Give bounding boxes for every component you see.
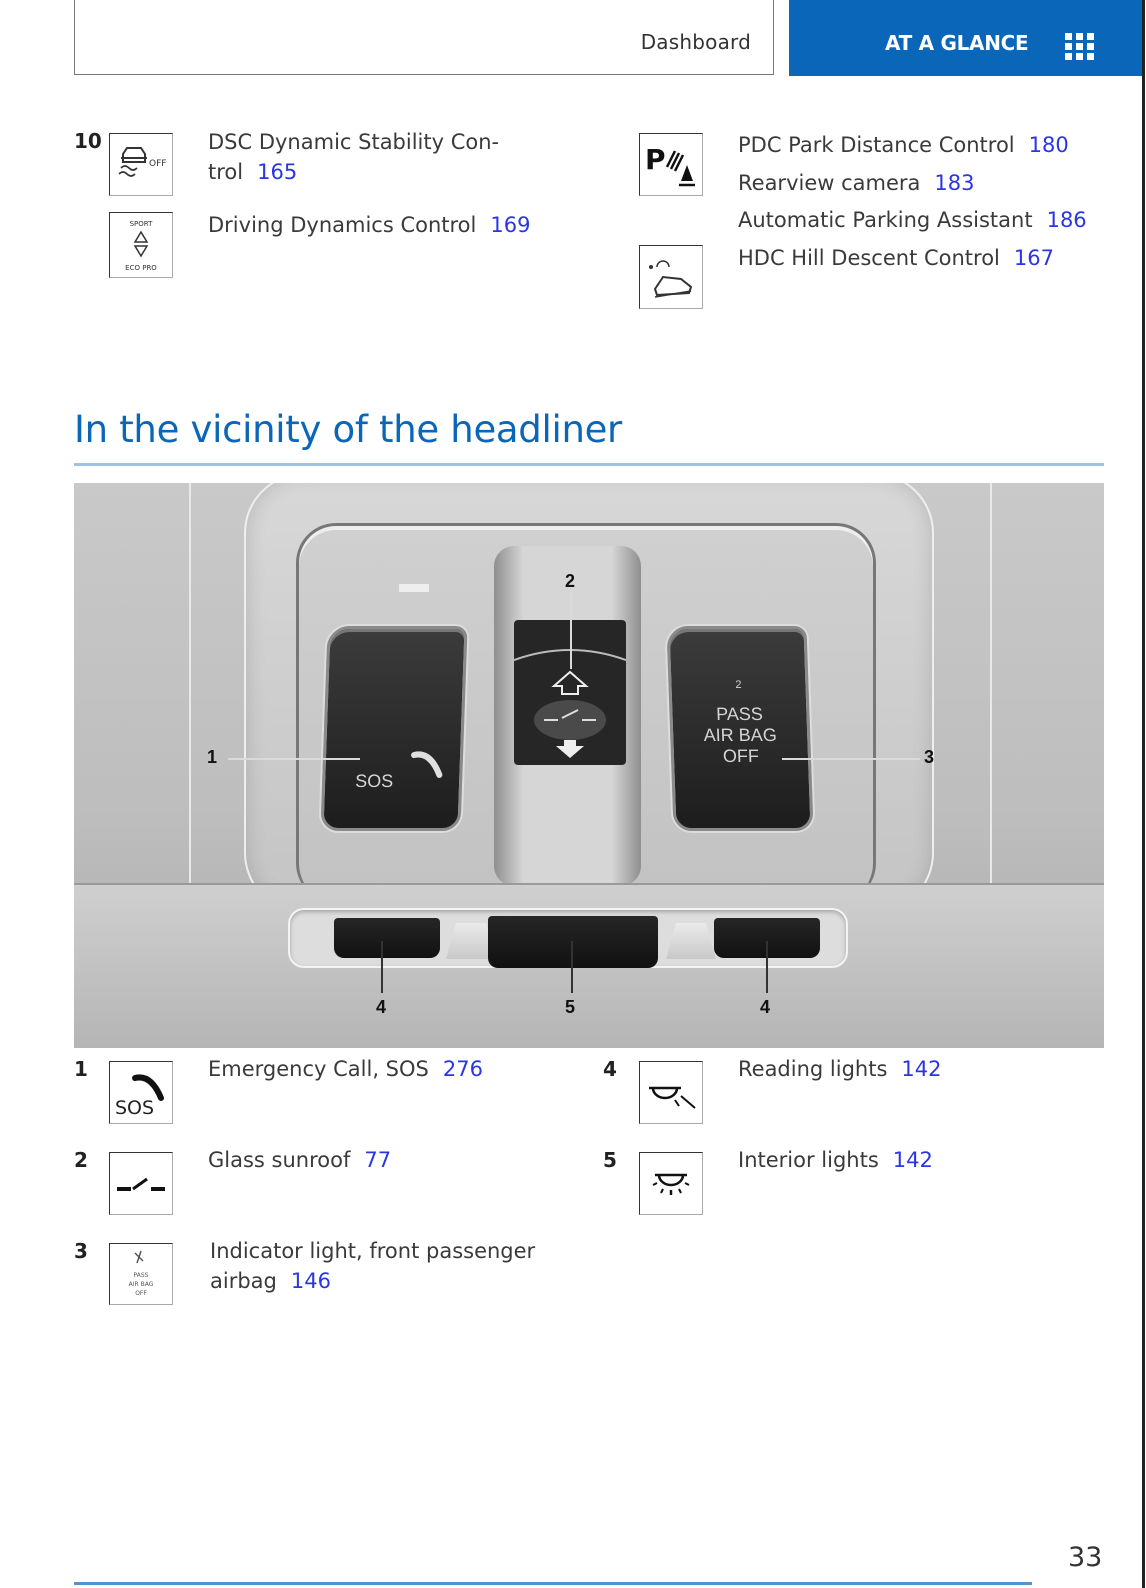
tab-label: AT A GLANCE	[885, 31, 1029, 55]
reading-light-left	[334, 918, 440, 958]
callout-4-left: 4	[376, 997, 387, 1017]
headliner-figure	[74, 483, 1104, 1048]
sos-call-icon	[109, 1061, 173, 1124]
item-number: 1	[74, 1057, 88, 1081]
svg-text:P: P	[645, 142, 666, 176]
parking-entries: PDC Park Distance Control 180 Rearview camera 183 Automatic Parking Assistant 186 HDC Hill Descent Control 167	[738, 133, 1087, 270]
item-number: 4	[603, 1057, 617, 1081]
hdc-hill-descent-icon	[639, 245, 703, 309]
item-number: 2	[74, 1148, 88, 1172]
dsc-off-icon	[109, 133, 173, 196]
page-link[interactable]: 276	[442, 1057, 483, 1081]
legend-entry-1: Emergency Call, SOS 276	[208, 1057, 483, 1081]
callout-5: 5	[565, 997, 576, 1017]
status-led	[399, 584, 429, 592]
item-number: 3	[74, 1239, 88, 1263]
pdc-park-icon	[639, 133, 703, 196]
dsc-entry: DSC Dynamic Stability Con- trol 165	[208, 130, 500, 184]
section-title: In the vicinity of the headliner	[74, 408, 622, 451]
page-link[interactable]: 183	[934, 170, 975, 195]
svg-text:OFF: OFF	[149, 158, 167, 169]
page-link[interactable]: 167	[1013, 245, 1054, 270]
item-number: 10	[74, 129, 102, 153]
at-a-glance-tab[interactable]	[789, 0, 1142, 76]
page-link[interactable]: 180	[1028, 133, 1069, 157]
svg-text:ECO PRO: ECO PRO	[125, 264, 157, 272]
driving-dynamics-icon	[109, 212, 173, 278]
footer-divider	[74, 1582, 1032, 1585]
page-link[interactable]: 142	[901, 1057, 942, 1081]
page-link[interactable]: 165	[257, 160, 298, 184]
callout-1: 1	[207, 747, 218, 767]
page-edge	[1142, 0, 1145, 1588]
svg-text:PASS: PASS	[133, 1272, 149, 1279]
callout-2: 2	[565, 571, 576, 591]
passenger-airbag-icon	[109, 1243, 173, 1305]
page-link[interactable]: 169	[490, 213, 531, 237]
sunroof-icon	[109, 1152, 173, 1215]
page-link[interactable]: 146	[290, 1269, 331, 1293]
svg-text:AIR BAG: AIR BAG	[128, 1281, 154, 1288]
airbag-indicator-panel: 2 PASS AIR BAG OFF	[666, 626, 813, 831]
reading-light-icon	[639, 1061, 703, 1124]
callout-3: 3	[924, 747, 935, 767]
callout-4-right: 4	[760, 997, 771, 1017]
interior-light-switch	[488, 916, 658, 968]
sos-button: SOS	[320, 626, 467, 831]
legend-entry-4: Reading lights 142	[738, 1057, 942, 1081]
page-link[interactable]: 186	[1046, 208, 1087, 232]
section-label: Dashboard	[640, 30, 751, 54]
legend-entry-3: Indicator light, front passenger airbag 146	[210, 1239, 536, 1293]
svg-text:OFF: OFF	[135, 1290, 147, 1297]
svg-text:SOS: SOS	[115, 1096, 155, 1119]
driving-dynamics-entry: Driving Dynamics Control 169	[208, 213, 531, 237]
header-box	[74, 0, 774, 75]
legend-entry-2: Glass sunroof 77	[208, 1148, 392, 1172]
interior-light-icon	[639, 1152, 703, 1215]
svg-text:SPORT: SPORT	[129, 220, 153, 228]
section-divider	[74, 463, 1104, 466]
legend-entry-5: Interior lights 142	[738, 1148, 933, 1172]
item-number: 5	[603, 1148, 617, 1172]
page-link[interactable]: 77	[364, 1148, 392, 1172]
grid-icon	[1065, 33, 1097, 61]
page-number: 33	[1068, 1542, 1103, 1573]
page-link[interactable]: 142	[892, 1148, 933, 1172]
